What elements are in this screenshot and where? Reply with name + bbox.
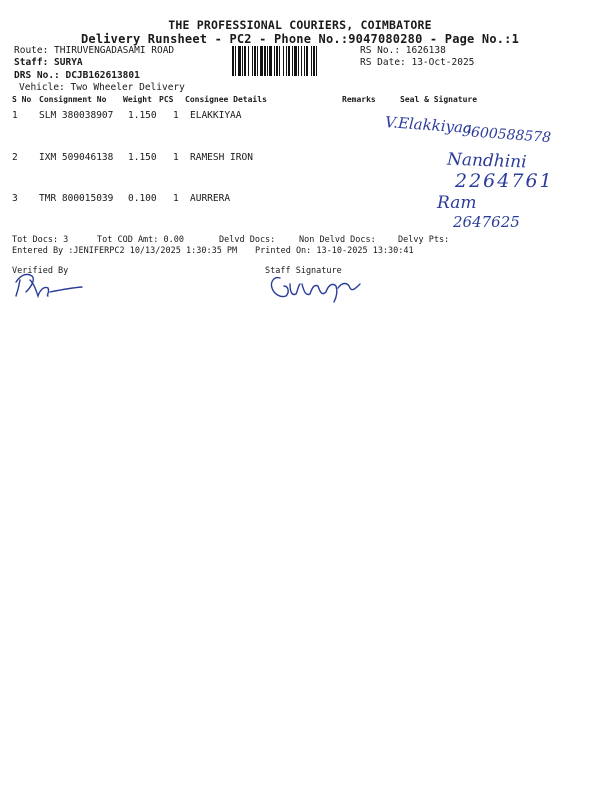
row-weight: 1.150 [128,110,157,121]
barcode-image [231,46,357,76]
row-pcs: 1 [173,193,179,204]
delivery-points: Delvy Pts: [398,235,450,245]
handwritten-receiver-name-3: Ram [437,193,477,213]
verified-by-signature [10,266,90,306]
col-header-consignment: Consignment No [39,95,107,104]
total-cod-amount: Tot COD Amt: 0.00 [97,235,184,245]
row-consignment: TMR 800015039 [39,193,114,204]
col-header-remarks: Remarks [342,95,376,104]
handwritten-phone-1: 9600588578 [461,123,552,147]
drs-number: DRS No.: DCJB162613801 [14,70,140,81]
staff-field: Staff: SURYA [14,57,83,68]
route-field: Route: THIRUVENGADASAMI ROAD [14,45,175,56]
rs-number: RS No.: 1626138 [360,45,446,56]
vehicle-field: Vehicle: Two Wheeler Delivery [19,82,185,93]
col-header-pcs: PCS [159,95,174,104]
delivered-docs: Delvd Docs: [219,235,276,245]
col-header-consignee: Consignee Details [185,95,267,104]
company-title: THE PROFESSIONAL COURIERS, COIMBATORE [168,18,432,32]
handwritten-phone-3: 2647625 [453,213,520,231]
col-header-sno: S No [12,95,32,104]
non-delivered-docs: Non Delvd Docs: [299,235,376,245]
entered-by: Entered By :JENIFERPC2 10/13/2025 1:30:35 PM [12,246,238,256]
row-consignee: RAMESH IRON [190,152,253,163]
handwritten-receiver-name-1: V.Elakkiyaa [384,112,473,138]
row-sno: 2 [12,152,18,163]
row-consignee: ELAKKIYAA [190,110,242,121]
staff-signature-label: Staff Signature [265,266,342,276]
col-header-weight: Weight [123,95,152,104]
runsheet-subtitle: Delivery Runsheet - PC2 - Phone No.:9047080280 - Page No.:1 [80,32,520,46]
handwritten-receiver-name-2: Nandhini [446,149,527,173]
row-sno: 3 [12,193,18,204]
rs-date: RS Date: 13-Oct-2025 [360,57,475,68]
row-consignment: SLM 380038907 [39,110,114,121]
row-sno: 1 [12,110,18,121]
row-pcs: 1 [173,110,179,121]
printed-on: Printed On: 13-10-2025 13:30:41 [255,246,414,256]
verified-by-label: Verified By [12,266,69,276]
row-consignment: IXM 509046138 [39,152,114,163]
handwritten-phone-2: 2264761 [455,170,554,192]
total-docs: Tot Docs: 3 [12,235,69,245]
col-header-seal: Seal & Signature [400,95,478,104]
staff-signature [266,270,366,306]
row-weight: 1.150 [128,152,157,163]
row-weight: 0.100 [128,193,157,204]
row-consignee: AURRERA [190,193,231,204]
row-pcs: 1 [173,152,179,163]
